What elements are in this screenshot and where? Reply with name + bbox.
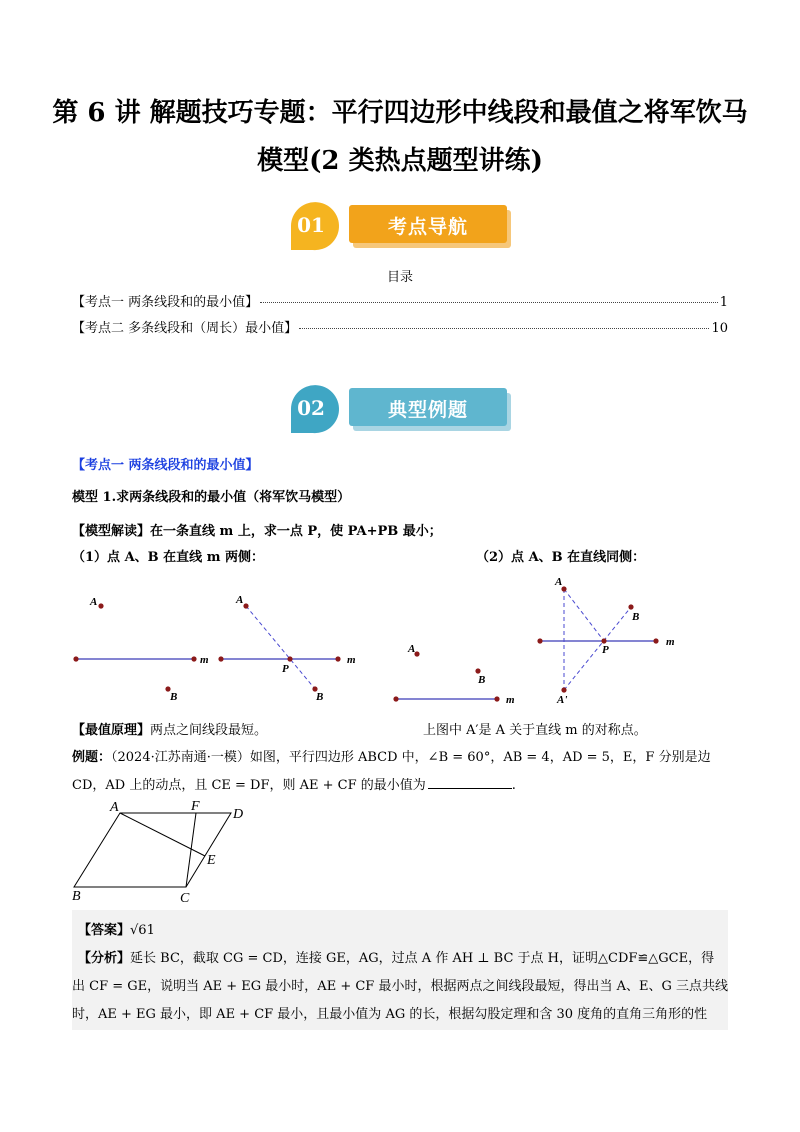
label-b: B bbox=[632, 611, 640, 623]
toc-item-page: 10 bbox=[711, 321, 728, 336]
analysis-label: 【分析】 bbox=[78, 951, 131, 966]
answer-value: √61 bbox=[130, 923, 155, 938]
example-text-2: CD，AD 上的动点，且 CE = DF，则 AE + CF 的最小值为 bbox=[72, 778, 426, 793]
analysis-line-3: 时，AE + EG 最小，即 AE + CF 最小，且最小值为 AG 的长，根据勾股定理和含 30 度角的直角三角形的性 bbox=[72, 1007, 708, 1022]
example-text-1: （2024·江苏南通·一模）如图，平行四边形 ABCD 中，∠B = 60°，AB = 4，AD = 5，E，F 分别是边 bbox=[111, 750, 711, 765]
analysis-text-1: 延长 BC，截取 CG = CD，连接 GE，AG，过点 A 作 AH ⊥ BC 于点 H，证明△CDF≌△GCE，得 bbox=[130, 951, 715, 966]
toc-item-page: 1 bbox=[719, 295, 728, 310]
example-text-2-end: . bbox=[511, 778, 516, 793]
case-1-label: （1）点 A、B 在直线 m 两侧： bbox=[72, 550, 264, 565]
toc-item-label: 【考点一 两条线段和的最小值】 bbox=[72, 295, 259, 310]
segment-ae bbox=[120, 813, 205, 856]
example-label: 例题： bbox=[72, 750, 112, 765]
label-b: B bbox=[170, 691, 178, 703]
answer-line bbox=[78, 919, 155, 938]
analysis-line-1 bbox=[78, 947, 714, 966]
toc-heading: 目录 bbox=[386, 270, 413, 285]
principle-label: 【最值原理】 bbox=[72, 723, 151, 738]
toc-item-label: 【考点二 多条线段和（周长）最小值】 bbox=[72, 321, 298, 336]
parallelogram-abcd bbox=[74, 813, 231, 887]
label-m: m bbox=[200, 654, 209, 666]
label-a: A bbox=[236, 594, 244, 606]
label-p: P bbox=[602, 644, 609, 656]
label-a: A bbox=[90, 596, 98, 608]
label-e: E bbox=[207, 853, 216, 868]
label-a-prime: A' bbox=[557, 694, 568, 706]
banner-label: 考点导航 bbox=[387, 216, 468, 238]
case-2-label: （2）点 A、B 在直线同侧： bbox=[476, 550, 646, 565]
label-a: A bbox=[110, 800, 119, 815]
page-title-line-2: 模型(2 类热点题型讲练) bbox=[257, 146, 543, 176]
label-d: D bbox=[233, 807, 244, 822]
label-a: A bbox=[408, 643, 416, 655]
model-title: 模型 1.求两条线段和的最小值（将军饮马模型） bbox=[72, 490, 351, 505]
model-explain-text: 在一条直线 m 上，求一点 P，使 PA+PB 最小； bbox=[150, 524, 442, 539]
page-title-line-1: 第 6 讲 解题技巧专题：平行四边形中线段和最值之将军饮马 bbox=[52, 98, 748, 128]
principle-text: 两点之间线段最短。 bbox=[150, 723, 268, 738]
banner-number: 01 bbox=[297, 213, 325, 237]
section-heading: 【考点一 两条线段和的最小值】 bbox=[72, 458, 259, 473]
label-b: B bbox=[72, 889, 81, 904]
label-f: F bbox=[191, 799, 200, 814]
banner-number: 02 bbox=[297, 396, 325, 420]
label-m: m bbox=[347, 654, 356, 666]
label-m: m bbox=[506, 694, 515, 706]
label-b: B bbox=[478, 674, 486, 686]
label-p: P bbox=[282, 663, 289, 675]
model-explain-label: 【模型解读】 bbox=[72, 524, 151, 539]
segment-cf bbox=[186, 813, 196, 887]
label-b: B bbox=[316, 691, 324, 703]
label-a: A bbox=[555, 576, 563, 588]
banner-label: 典型例题 bbox=[387, 399, 468, 421]
answer-label: 【答案】 bbox=[78, 923, 131, 938]
symmetry-note: 上图中 A′是 A 关于直线 m 的对称点。 bbox=[423, 723, 647, 738]
label-m: m bbox=[666, 636, 675, 648]
label-c: C bbox=[180, 891, 190, 906]
analysis-line-2: 出 CF = GE，说明当 AE + EG 最小时，AE + CF 最小时，根据两点之间线段最短，得出当 A、E、G 三点共线 bbox=[72, 979, 728, 994]
